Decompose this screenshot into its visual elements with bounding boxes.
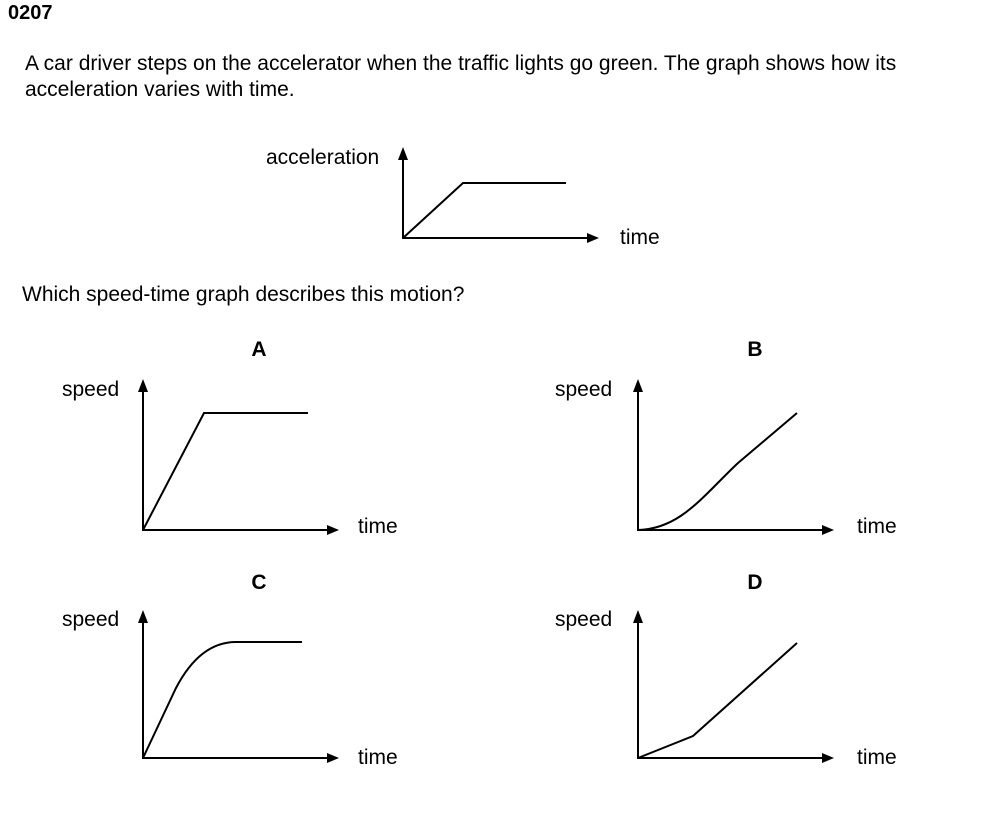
y-axis-label: speed: [555, 608, 613, 631]
y-axis-label: acceleration: [266, 146, 380, 169]
x-axis-label: time: [358, 746, 398, 769]
option-graph-a: [40, 335, 460, 550]
y-axis-arrow-icon: [633, 379, 643, 392]
x-axis-label: time: [620, 226, 660, 249]
x-axis-label: time: [857, 746, 897, 769]
question-intro: [25, 51, 896, 103]
speed-curve-b: [638, 413, 797, 530]
option-graph-b: [535, 335, 955, 550]
x-axis-label: time: [857, 515, 897, 538]
speed-curve-a: [143, 413, 308, 530]
y-axis-arrow-icon: [138, 379, 148, 392]
x-axis-arrow-icon: [587, 233, 599, 243]
option-graph-c: [40, 568, 460, 783]
x-axis-label: time: [358, 515, 398, 538]
intro-line-1: A car driver steps on the accelerator when the traffic lights go green. The graph shows how its: [25, 52, 897, 75]
x-axis-arrow-icon: [327, 753, 339, 763]
acceleration-graph-canvas: [250, 142, 680, 254]
x-axis-arrow-icon: [822, 753, 834, 763]
question-number: 0207: [8, 2, 53, 24]
option-letter-c: C: [251, 571, 267, 594]
speed-curve-c: [143, 642, 302, 758]
speed-curve-d: [638, 643, 797, 758]
option-letter-b: B: [747, 338, 763, 361]
y-axis-label: speed: [62, 378, 120, 401]
x-axis-arrow-icon: [327, 525, 339, 535]
option-graph-d: [535, 568, 955, 783]
y-axis-arrow-icon: [633, 610, 643, 623]
acceleration-time-graph: [250, 142, 680, 254]
x-axis-arrow-icon: [822, 525, 834, 535]
acceleration-curve: [403, 183, 566, 238]
y-axis-arrow-icon: [138, 610, 148, 623]
question-text: Which speed-time graph describes this motion?: [22, 283, 465, 306]
y-axis-arrow-icon: [398, 147, 408, 160]
option-letter-a: A: [251, 338, 267, 361]
option-letter-d: D: [747, 571, 763, 594]
y-axis-label: speed: [62, 608, 120, 631]
y-axis-label: speed: [555, 378, 613, 401]
intro-line-2: acceleration varies with time.: [25, 78, 295, 101]
